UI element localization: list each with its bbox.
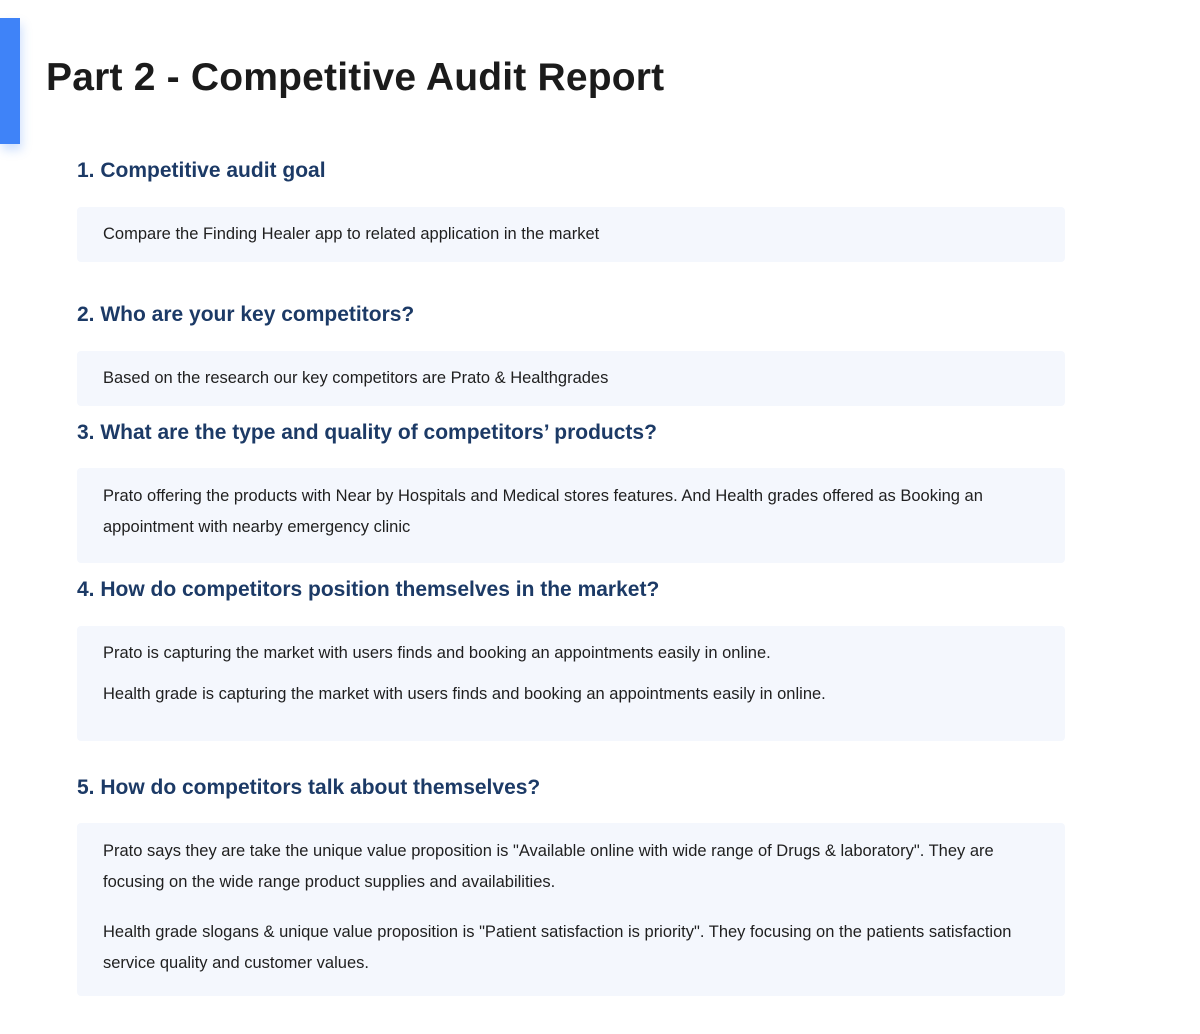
answer-box-market-position bbox=[77, 626, 1065, 741]
answer-box-key-competitors bbox=[77, 351, 1065, 406]
answer-box-product-quality bbox=[77, 468, 1065, 563]
answer-text: Based on the research our key competitors are Prato & Healthgrades bbox=[103, 369, 609, 387]
answer-text: Prato says they are take the unique value proposition is "Available online with wide range of Drugs & laboratory". They are focusing on the wide range product supplies and availabilities. bbox=[103, 842, 994, 891]
answer-text: Health grade is capturing the market with users finds and booking an appointments easily in online. bbox=[103, 685, 826, 703]
answer-text: Health grade slogans & unique value proposition is "Patient satisfaction is priority". They focusing on the patients satisfaction service quality and customer values. bbox=[103, 923, 1012, 972]
answer-text: Prato is capturing the market with users finds and booking an appointments easily in online. bbox=[103, 644, 771, 662]
answer-box-audit-goal bbox=[77, 207, 1065, 262]
answer-box-self-talk bbox=[77, 823, 1065, 996]
section-heading-product-quality: 3. What are the type and quality of competitors’ products? bbox=[77, 421, 657, 444]
accent-bar bbox=[0, 18, 20, 144]
page-title: Part 2 - Competitive Audit Report bbox=[46, 56, 665, 99]
answer-text: Compare the Finding Healer app to related application in the market bbox=[103, 225, 600, 243]
section-heading-market-position: 4. How do competitors position themselves in the market? bbox=[77, 578, 660, 601]
section-heading-key-competitors: 2. Who are your key competitors? bbox=[77, 303, 415, 326]
section-heading-audit-goal: 1. Competitive audit goal bbox=[77, 159, 326, 182]
answer-text: Prato offering the products with Near by Hospitals and Medical stores features. And Health grades offered as Booking an appointment with nearby emergency clinic bbox=[103, 487, 983, 536]
section-heading-self-talk: 5. How do competitors talk about themselves? bbox=[77, 776, 541, 799]
